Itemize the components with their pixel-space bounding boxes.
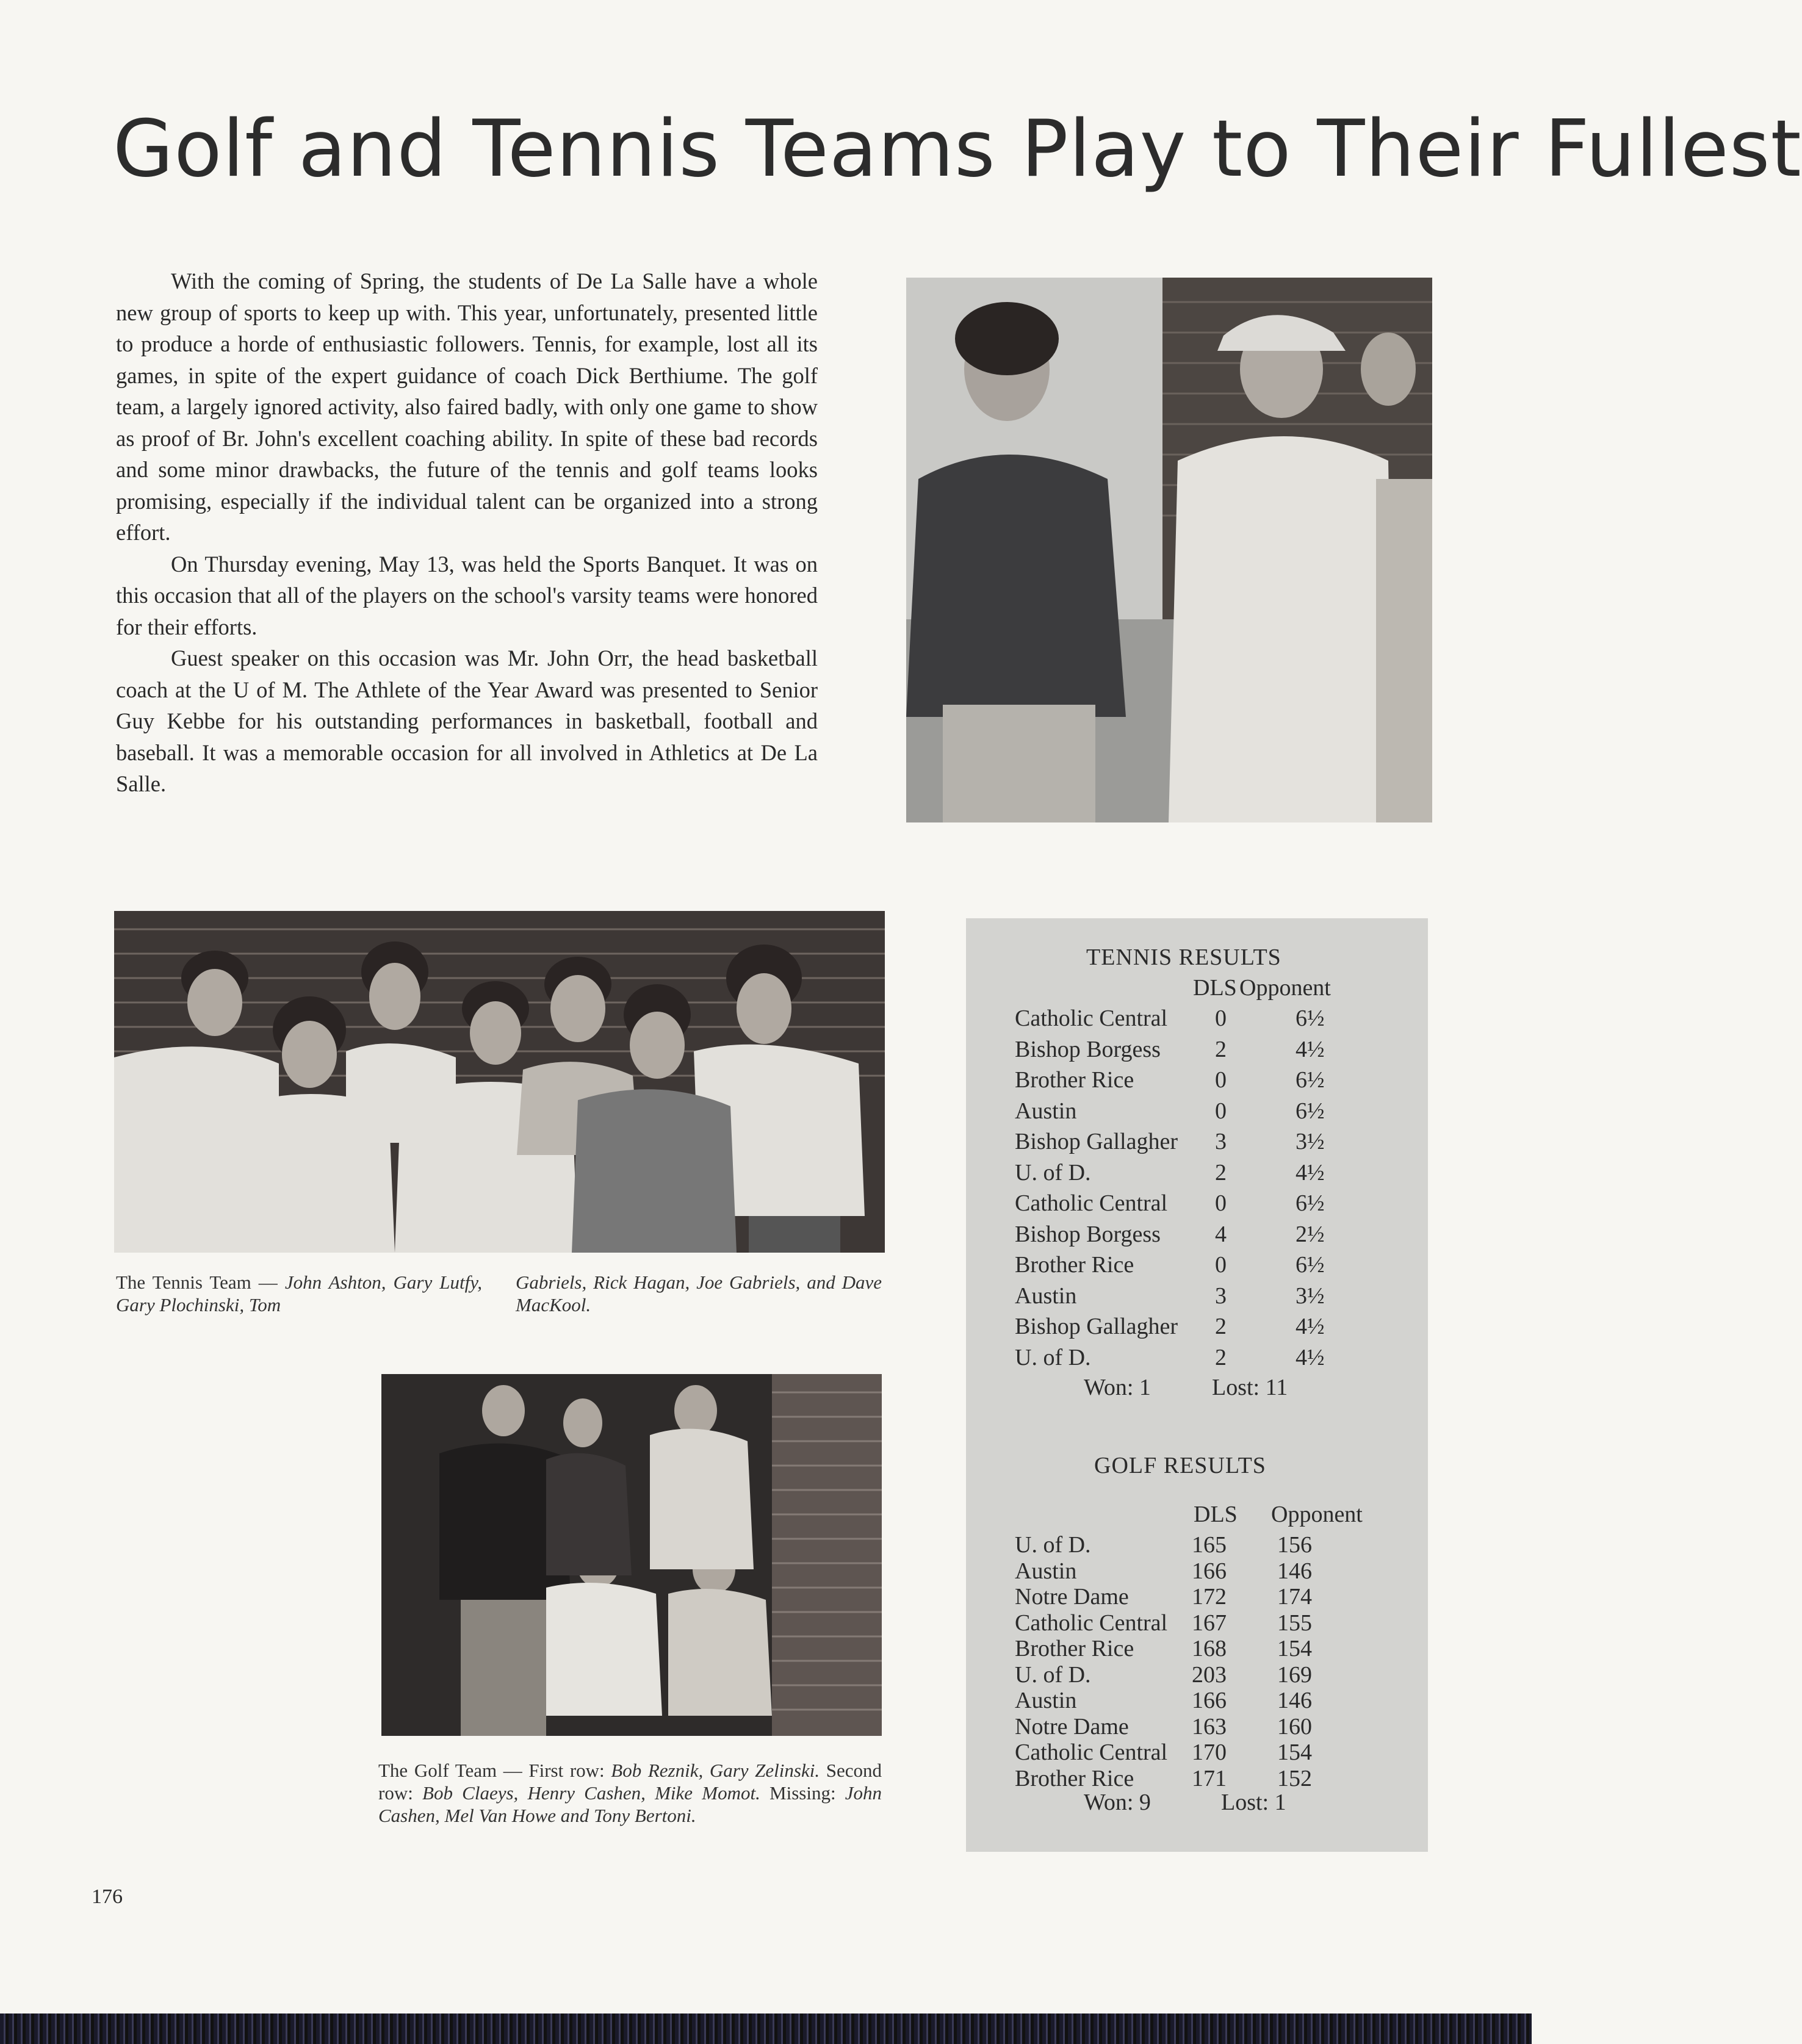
opponent-score: 146 — [1277, 1558, 1312, 1584]
team-name: Brother Rice — [1015, 1636, 1134, 1661]
article-paragraph: On Thursday evening, May 13, was held the Sports Banquet. It was on this occasion that all of the players on the school's varsity teams were honored for their efforts. — [116, 551, 818, 639]
opponent-score: 169 — [1277, 1661, 1312, 1688]
dls-score: 172 — [1192, 1584, 1227, 1610]
team-name: Brother Rice — [1015, 1067, 1134, 1093]
dls-score: 0 — [1215, 1067, 1227, 1093]
opponent-score: 3½ — [1296, 1129, 1325, 1154]
players-photo — [906, 278, 1432, 822]
article-body — [116, 265, 818, 800]
dls-score: 167 — [1192, 1610, 1227, 1636]
dls-score: 2 — [1215, 1036, 1227, 1062]
dls-score: 3 — [1215, 1129, 1227, 1154]
dls-score: 170 — [1192, 1740, 1227, 1765]
tennis-opponent-header: Opponent — [1239, 975, 1331, 1001]
dls-score: 3 — [1215, 1283, 1227, 1309]
dls-score: 171 — [1192, 1765, 1227, 1791]
team-name: Catholic Central — [1015, 1190, 1168, 1216]
dls-score: 163 — [1192, 1713, 1227, 1740]
dls-score: 2 — [1215, 1314, 1227, 1339]
team-name: U. of D. — [1015, 1159, 1091, 1186]
results-panel — [966, 918, 1428, 1852]
page-number: 176 — [92, 1885, 123, 1908]
dls-score: 0 — [1215, 1006, 1227, 1031]
dls-score: 168 — [1192, 1636, 1227, 1661]
dls-score: 0 — [1215, 1098, 1227, 1124]
golf-caption — [378, 1759, 882, 1827]
golf-opponent-header: Opponent — [1271, 1502, 1363, 1527]
golf-caption-row2: Bob Claeys, Henry Cashen, Mike Momot. — [422, 1782, 760, 1804]
tennis-dls-header: DLS — [1193, 975, 1237, 1001]
opponent-score: 156 — [1277, 1532, 1312, 1558]
team-name: Notre Dame — [1015, 1713, 1129, 1740]
article-paragraph: With the coming of Spring, the students of De La Salle have a whole new group of sports to keep up with. This year, unfortunately, presented little to produce a horde of enthusiastic followers. Tennis, for example, lost all its games, in spite of the expert guidance of coach Dick Berthiume. The golf team, a largely ignored activity, also faired badly, with only one game to show as proof of Br. John's excellent coaching ability. In spite of these bad records and some minor drawbacks, the future of the tennis and golf teams looks promising, especially if the individual talent can be organized into a strong effort. — [116, 268, 818, 545]
article-paragraph: Guest speaker on this occasion was Mr. John Orr, the head basketball coach at the U of M. The Athlete of the Year Award was presented to Senior Guy Kebbe for his outstanding performances in basketball, football and baseball. It was a memorable occasion for all involved in Athletics at De La Salle. — [116, 646, 818, 796]
opponent-score: 2½ — [1296, 1221, 1325, 1247]
opponent-score: 4½ — [1296, 1344, 1325, 1370]
opponent-score: 152 — [1277, 1765, 1312, 1791]
team-name: Bishop Gallagher — [1015, 1129, 1178, 1154]
tennis-results-title: TENNIS RESULTS — [1086, 945, 1281, 970]
opponent-score: 174 — [1277, 1584, 1312, 1610]
opponent-score: 6½ — [1296, 1067, 1325, 1093]
opponent-score: 4½ — [1296, 1036, 1325, 1062]
team-name: Austin — [1015, 1283, 1077, 1309]
opponent-score: 6½ — [1296, 1190, 1325, 1216]
dls-score: 166 — [1192, 1688, 1227, 1713]
opponent-score: 154 — [1277, 1636, 1312, 1661]
team-name: Austin — [1015, 1688, 1077, 1713]
tennis-caption-left — [116, 1271, 482, 1316]
golf-team-photo — [381, 1374, 882, 1736]
tennis-caption-label: The Tennis Team — — [116, 1272, 278, 1293]
dls-score: 165 — [1192, 1532, 1227, 1558]
team-name: Austin — [1015, 1098, 1077, 1124]
opponent-score: 6½ — [1296, 1006, 1325, 1031]
dls-score: 166 — [1192, 1558, 1227, 1584]
tennis-caption-names: John Ashton, Gary Lutfy, Gary Plochinski, Tom — [116, 1272, 483, 1315]
dls-score: 2 — [1215, 1159, 1227, 1186]
team-name: Bishop Borgess — [1015, 1036, 1161, 1062]
team-name: U. of D. — [1015, 1344, 1091, 1370]
team-name: Bishop Gallagher — [1015, 1314, 1178, 1339]
golf-caption-label: The Golf Team — First row: — [378, 1760, 605, 1781]
tennis-caption-names-continued: Gabriels, Rick Hagan, Joe Gabriels, and Dave MacKool. — [516, 1272, 882, 1315]
dls-score: 0 — [1215, 1252, 1227, 1278]
dls-score: 4 — [1215, 1221, 1227, 1247]
team-name: Austin — [1015, 1558, 1077, 1584]
golf-caption-missing: John Cashen, Mel Van Howe and Tony Bertoni. — [378, 1782, 882, 1826]
tennis-won: Won: 1 — [1084, 1375, 1151, 1400]
team-name: Notre Dame — [1015, 1584, 1129, 1610]
opponent-score: 155 — [1277, 1610, 1312, 1636]
dls-score: 203 — [1192, 1661, 1227, 1688]
golf-caption-row1: Bob Reznik, Gary Zelinski. — [611, 1760, 820, 1781]
team-name: Brother Rice — [1015, 1252, 1134, 1278]
opponent-score: 146 — [1277, 1688, 1312, 1713]
team-name: Catholic Central — [1015, 1006, 1168, 1031]
opponent-score: 154 — [1277, 1740, 1312, 1765]
golf-lost: Lost: 1 — [1221, 1790, 1286, 1815]
team-name: Brother Rice — [1015, 1765, 1134, 1791]
page-title: Golf and Tennis Teams Play to Their Fullest — [113, 104, 1802, 195]
opponent-score: 3½ — [1296, 1283, 1325, 1309]
team-name: Bishop Borgess — [1015, 1221, 1161, 1247]
team-name: Catholic Central — [1015, 1610, 1168, 1636]
team-name: Catholic Central — [1015, 1740, 1168, 1765]
tennis-caption-right — [516, 1271, 882, 1316]
tennis-team-photo — [114, 911, 885, 1253]
golf-caption-missing-label: Missing: — [769, 1782, 836, 1804]
golf-dls-header: DLS — [1194, 1502, 1238, 1527]
team-name: U. of D. — [1015, 1661, 1091, 1688]
opponent-score: 6½ — [1296, 1098, 1325, 1124]
opponent-score: 4½ — [1296, 1159, 1325, 1186]
golf-won: Won: 9 — [1084, 1790, 1151, 1815]
golf-caption-row2-label: Second row: — [378, 1760, 882, 1804]
dls-score: 0 — [1215, 1190, 1227, 1216]
opponent-score: 4½ — [1296, 1314, 1325, 1339]
golf-results-title: GOLF RESULTS — [1094, 1453, 1266, 1478]
opponent-score: 160 — [1277, 1713, 1312, 1740]
team-name: U. of D. — [1015, 1532, 1091, 1558]
dls-score: 2 — [1215, 1344, 1227, 1370]
tennis-lost: Lost: 11 — [1212, 1375, 1288, 1400]
opponent-score: 6½ — [1296, 1252, 1325, 1278]
scan-edge — [0, 2013, 1532, 2044]
